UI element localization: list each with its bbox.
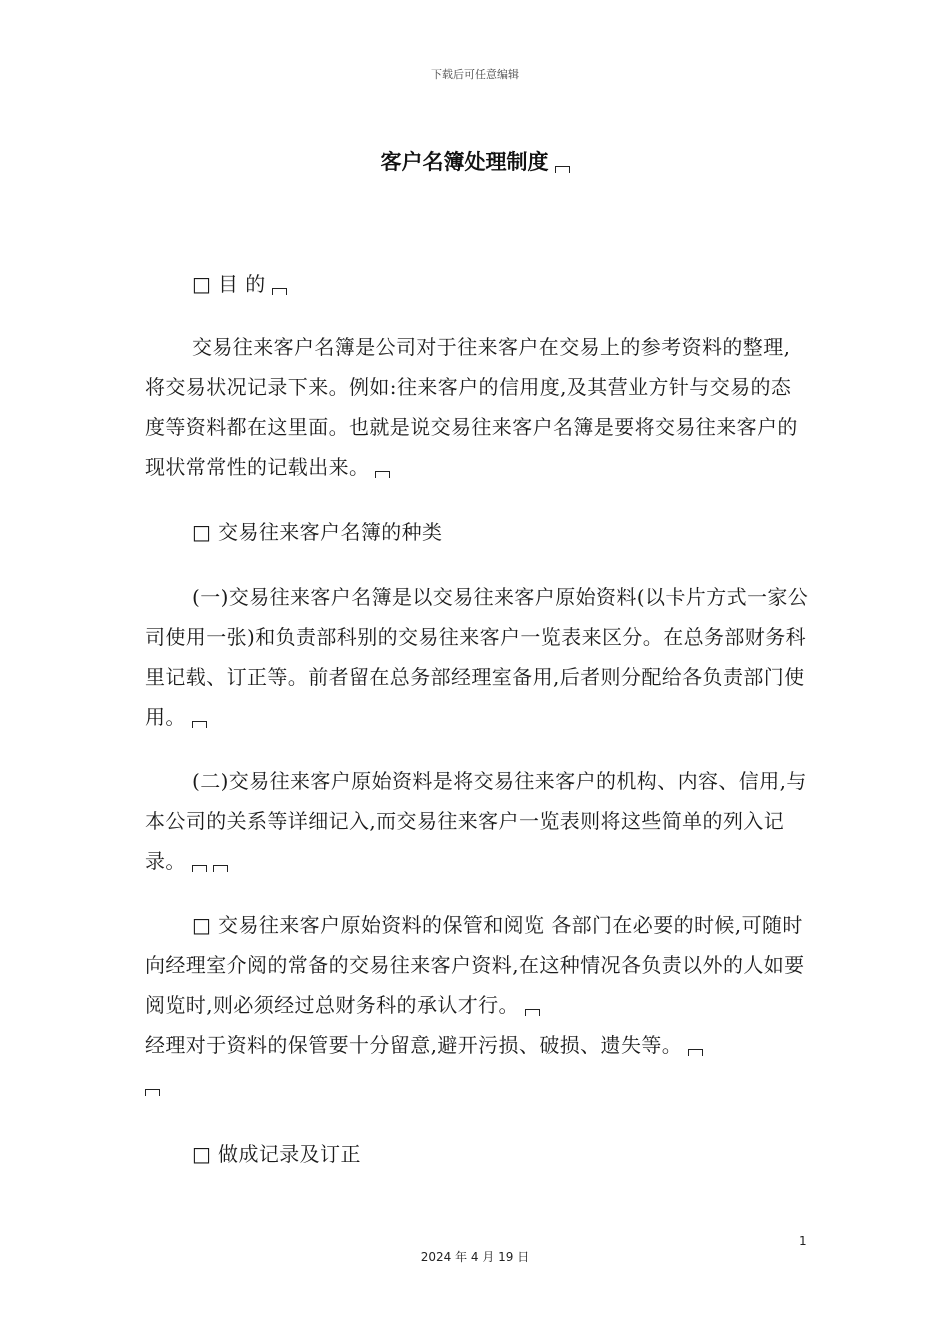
purpose-paragraph-text: 交易往来客户名簿是公司对于往来客户在交易上的参考资料的整理,将交易状况记录下来。例如:往来客户的信用度,及其营业方针与交易的态度等资料都在这里面。也就是说交易往来客户名簿是要将交易往来客户的现状常常性的记载出来。 [145,335,798,479]
types-heading: □ 交易往来客户名簿的种类 [192,520,443,544]
types-paragraph-1 [145,577,810,737]
paragraph-mark-icon [145,1089,160,1096]
paragraph-mark-icon [213,865,228,872]
paragraph-mark-icon [272,288,287,295]
page-number: 1 [799,1234,807,1248]
record-heading: □ 做成记录及订正 [192,1142,361,1166]
types-paragraph-1-text: (一)交易往来客户名簿是以交易往来客户原始资料(以卡片方式一家公司使用一张)和负责部科别的交易往来客户一览表来区分。在总务部财务科里记载、订正等。前者留在总务部经理室备用,后者则分配给各负责部门使用。 [145,585,809,729]
types-paragraph-2 [145,761,810,881]
paragraph-mark-icon [525,1009,540,1016]
paragraph-mark-icon [192,865,207,872]
paragraph-mark-icon [192,721,207,728]
custody-paragraph-text-2: 经理对于资料的保管要十分留意,避开污损、破损、遗失等。 [145,1033,683,1057]
purpose-heading-text: □ 目 的 [192,272,266,296]
purpose-heading [145,264,810,304]
paragraph-mark-icon [375,471,390,478]
page-header: 下载后可任意编辑 [431,68,519,81]
paragraph-mark-icon [688,1049,703,1056]
custody-paragraph-text-1: □ 交易往来客户原始资料的保管和阅览 各部门在必要的时候,可随时向经理室介阅的常备的交易往来客户资料,在这种情况各负责以外的人如要阅览时,则必须经过总财务科的承认才行。 [145,913,805,1017]
paragraph-mark-icon [555,166,570,173]
custody-paragraph [145,905,810,1105]
purpose-paragraph [145,327,810,487]
footer-date: 2024 年 4 月 19 日 [420,1250,530,1264]
types-paragraph-2-text: (二)交易往来客户原始资料是将交易往来客户的机构、内容、信用,与本公司的关系等详细记入,而交易往来客户一览表则将这些简单的列入记录。 [145,769,807,873]
title-text: 客户名簿处理制度 [380,149,549,174]
document-title [0,146,950,176]
